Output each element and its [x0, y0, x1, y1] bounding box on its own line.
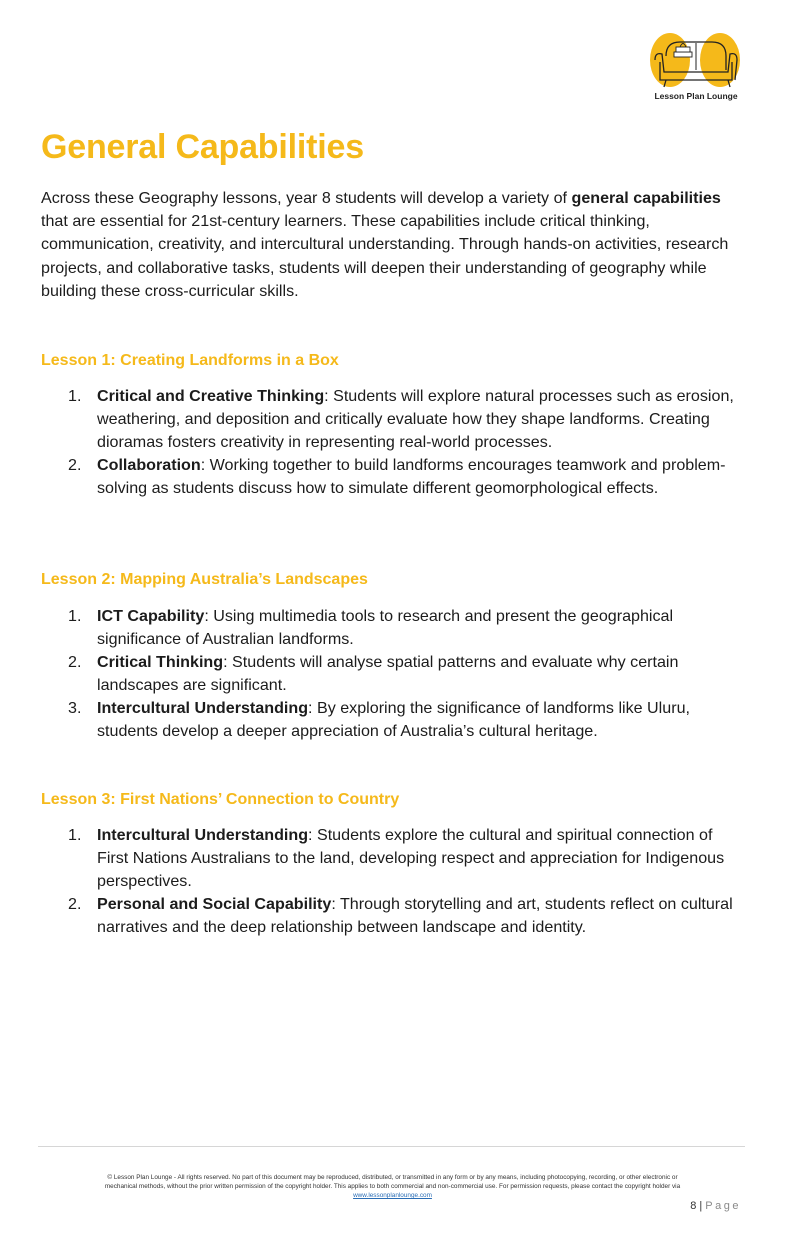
capability-term: Collaboration: [97, 456, 201, 474]
capability-term: Intercultural Understanding: [97, 699, 309, 717]
capability-description: : Working together to build landforms encourages teamwork and problem-solving as students discuss how to simulate different geomorphological effects.: [97, 456, 726, 497]
capability-term: ICT Capability: [97, 607, 205, 625]
capability-term: Critical Thinking: [97, 653, 224, 671]
item-number: 2.: [68, 456, 82, 474]
capability-description: : Students explore the cultural and spiritual connection of First Nations Australians to the land, developing respect and appreciation for Indigenous perspectives.: [97, 826, 725, 890]
page-separator: |: [696, 1200, 706, 1212]
item-number: 3.: [68, 699, 82, 717]
list-item: [41, 824, 741, 893]
lesson-3-capabilities-list: [41, 824, 741, 939]
list-item: [41, 605, 741, 651]
intro-paragraph: [41, 187, 741, 303]
list-item: [41, 651, 741, 697]
lesson-1-heading: Lesson 1: Creating Landforms in a Box: [41, 352, 339, 369]
capability-term: Critical and Creative Thinking: [97, 387, 325, 405]
sofa-logo-icon: [650, 30, 742, 90]
list-item: [41, 893, 741, 939]
capability-description: : Through storytelling and art, students reflect on cultural narratives and the deep relationship between landscape and identity.: [97, 895, 733, 936]
page-number-value: 8: [690, 1200, 697, 1212]
capability-description: : Students will explore natural processes such as erosion, weathering, and deposition and critically evaluate how they shape landforms. Creating dioramas fosters creativity in representing real-world processes.: [97, 387, 734, 451]
lesson-2-heading: Lesson 2: Mapping Australia’s Landscapes: [41, 571, 368, 588]
item-number: 1.: [68, 607, 82, 625]
item-number: 1.: [68, 387, 82, 405]
copyright-notice: [40, 1173, 745, 1200]
capability-term: Personal and Social Capability: [97, 895, 332, 913]
item-number: 2.: [68, 895, 82, 913]
copyright-line-1: © Lesson Plan Lounge - All rights reserved. No part of this document may be reproduced, distributed, or transmitted in any form or by any means, including photocopying, recording, or other electronic or: [107, 1174, 678, 1181]
intro-bold-term: general capabilities: [571, 189, 721, 207]
intro-text-end: that are essential for 21st-century learners. These capabilities include critical thinking, communication, creativity, and intercultural understanding. Through hands-on activities, research projects, and collaborative tasks, students will deepen their understanding of geography while building these cross-curricular skills.: [41, 212, 729, 300]
page-title: General Capabilities: [41, 128, 364, 166]
website-link[interactable]: www.lessonplanlounge.com: [353, 1192, 432, 1199]
lesson-3-heading: Lesson 3: First Nations’ Connection to Country: [41, 791, 400, 808]
footer-divider: [38, 1146, 745, 1147]
page-number: [690, 1200, 741, 1212]
list-item: [41, 385, 741, 454]
copyright-line-2: mechanical methods, without the prior written permission of the copyright holder. This applies to both commercial and non-commercial use. For permission requests, please contact the copyright holder via: [104, 1183, 681, 1190]
logo-name: Lesson Plan Lounge: [654, 91, 738, 101]
lesson-2-capabilities-list: [41, 605, 741, 743]
lesson-1-capabilities-list: [41, 385, 741, 500]
capability-description: : By exploring the significance of landforms like Uluru, students develop a deeper appreciation of Australia’s cultural heritage.: [97, 699, 690, 740]
capability-description: : Students will analyse spatial patterns and evaluate why certain landscapes are significant.: [97, 653, 679, 694]
intro-text-start: Across these Geography lessons, year 8 students will develop a variety of: [41, 189, 572, 207]
list-item: [41, 697, 741, 743]
list-item: [41, 454, 741, 500]
logo: [646, 30, 746, 106]
capability-term: Intercultural Understanding: [97, 826, 309, 844]
item-number: 1.: [68, 826, 82, 844]
item-number: 2.: [68, 653, 82, 671]
page-label: Page: [705, 1200, 741, 1212]
capability-description: : Using multimedia tools to research and present the geographical significance of Australian landforms.: [97, 607, 674, 648]
